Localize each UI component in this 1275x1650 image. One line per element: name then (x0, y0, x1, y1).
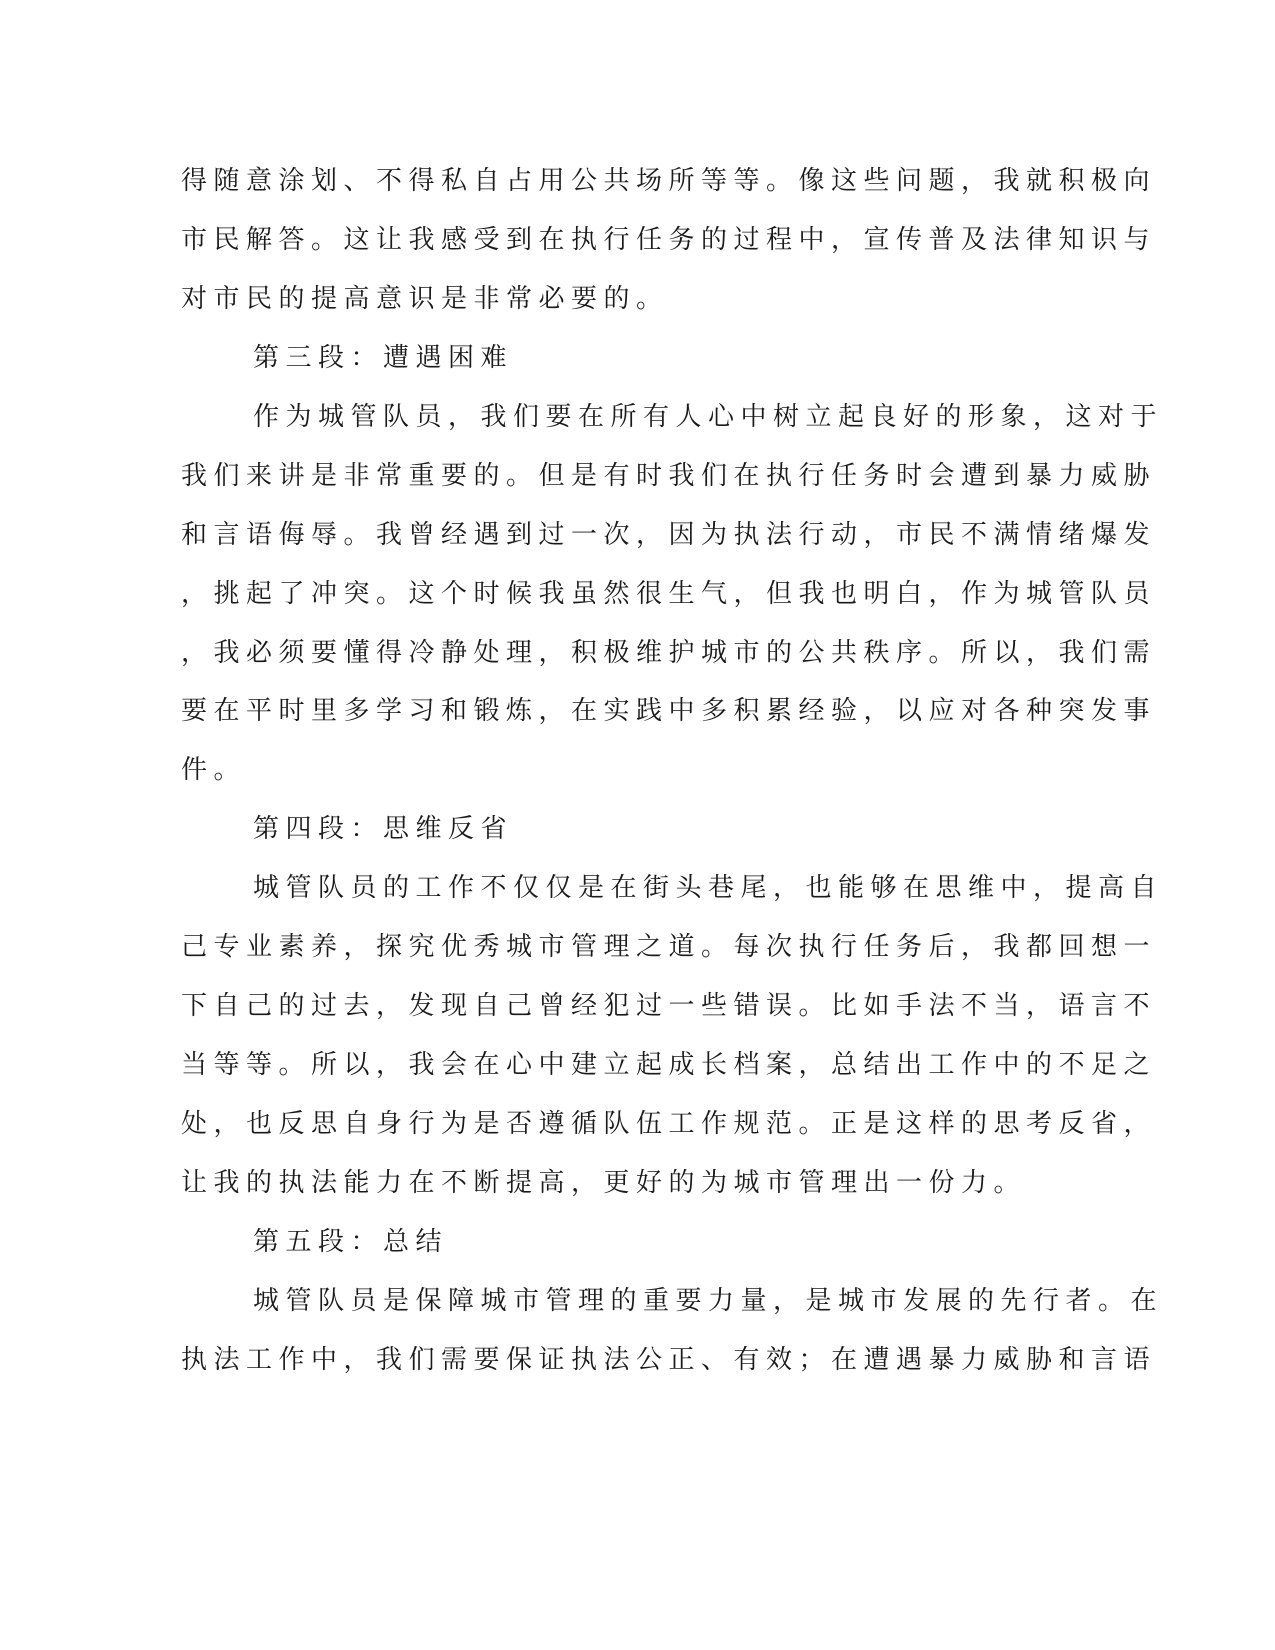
paragraph-line: 城管队员是保障城市管理的重要力量，是城市发展的先行者。在 (253, 1286, 1164, 1316)
section-heading: 第四段：思维反省 (253, 814, 514, 844)
paragraph-line: 执法工作中，我们需要保证执法公正、有效；在遭遇暴力威胁和言语 (181, 1345, 1157, 1375)
paragraph-line: ，我必须要懂得冷静处理，积极维护城市的公共秩序。所以，我们需 (181, 638, 1157, 668)
paragraph-line: 得随意涂划、不得私自占用公共场所等等。像这些问题，我就积极向 (181, 166, 1157, 196)
paragraph-line: 要在平时里多学习和锻炼，在实践中多积累经验，以应对各种突发事 (181, 696, 1157, 726)
paragraph-line: 让我的执法能力在不断提高，更好的为城市管理出一份力。 (181, 1168, 1027, 1198)
paragraph-line: 作为城管队员，我们要在所有人心中树立起良好的形象，这对于 (253, 402, 1164, 432)
paragraph-line: 市民解答。这让我感受到在执行任务的过程中，宣传普及法律知识与 (181, 225, 1157, 255)
section-heading: 第五段：总结 (253, 1227, 449, 1257)
paragraph-line: 城管队员的工作不仅仅是在街头巷尾，也能够在思维中，提高自 (253, 873, 1164, 903)
paragraph-line: 对市民的提高意识是非常必要的。 (181, 284, 669, 314)
paragraph-line: 下自己的过去，发现自己曾经犯过一些错误。比如手法不当，语言不 (181, 991, 1157, 1021)
paragraph-line: 己专业素养，探究优秀城市管理之道。每次执行任务后，我都回想一 (181, 932, 1157, 962)
paragraph-line: 当等等。所以，我会在心中建立起成长档案，总结出工作中的不足之 (181, 1050, 1157, 1080)
paragraph-line: 我们来讲是非常重要的。但是有时我们在执行任务时会遭到暴力威胁 (181, 461, 1157, 491)
paragraph-line: 件。 (181, 755, 247, 785)
section-heading: 第三段：遭遇困难 (253, 343, 514, 373)
paragraph-line: ，挑起了冲突。这个时候我虽然很生气，但我也明白，作为城管队员 (181, 579, 1157, 609)
paragraph-line: 和言语侮辱。我曾经遇到过一次，因为执法行动，市民不满情绪爆发 (181, 520, 1157, 550)
paragraph-line: 处，也反思自身行为是否遵循队伍工作规范。正是这样的思考反省， (181, 1109, 1157, 1139)
